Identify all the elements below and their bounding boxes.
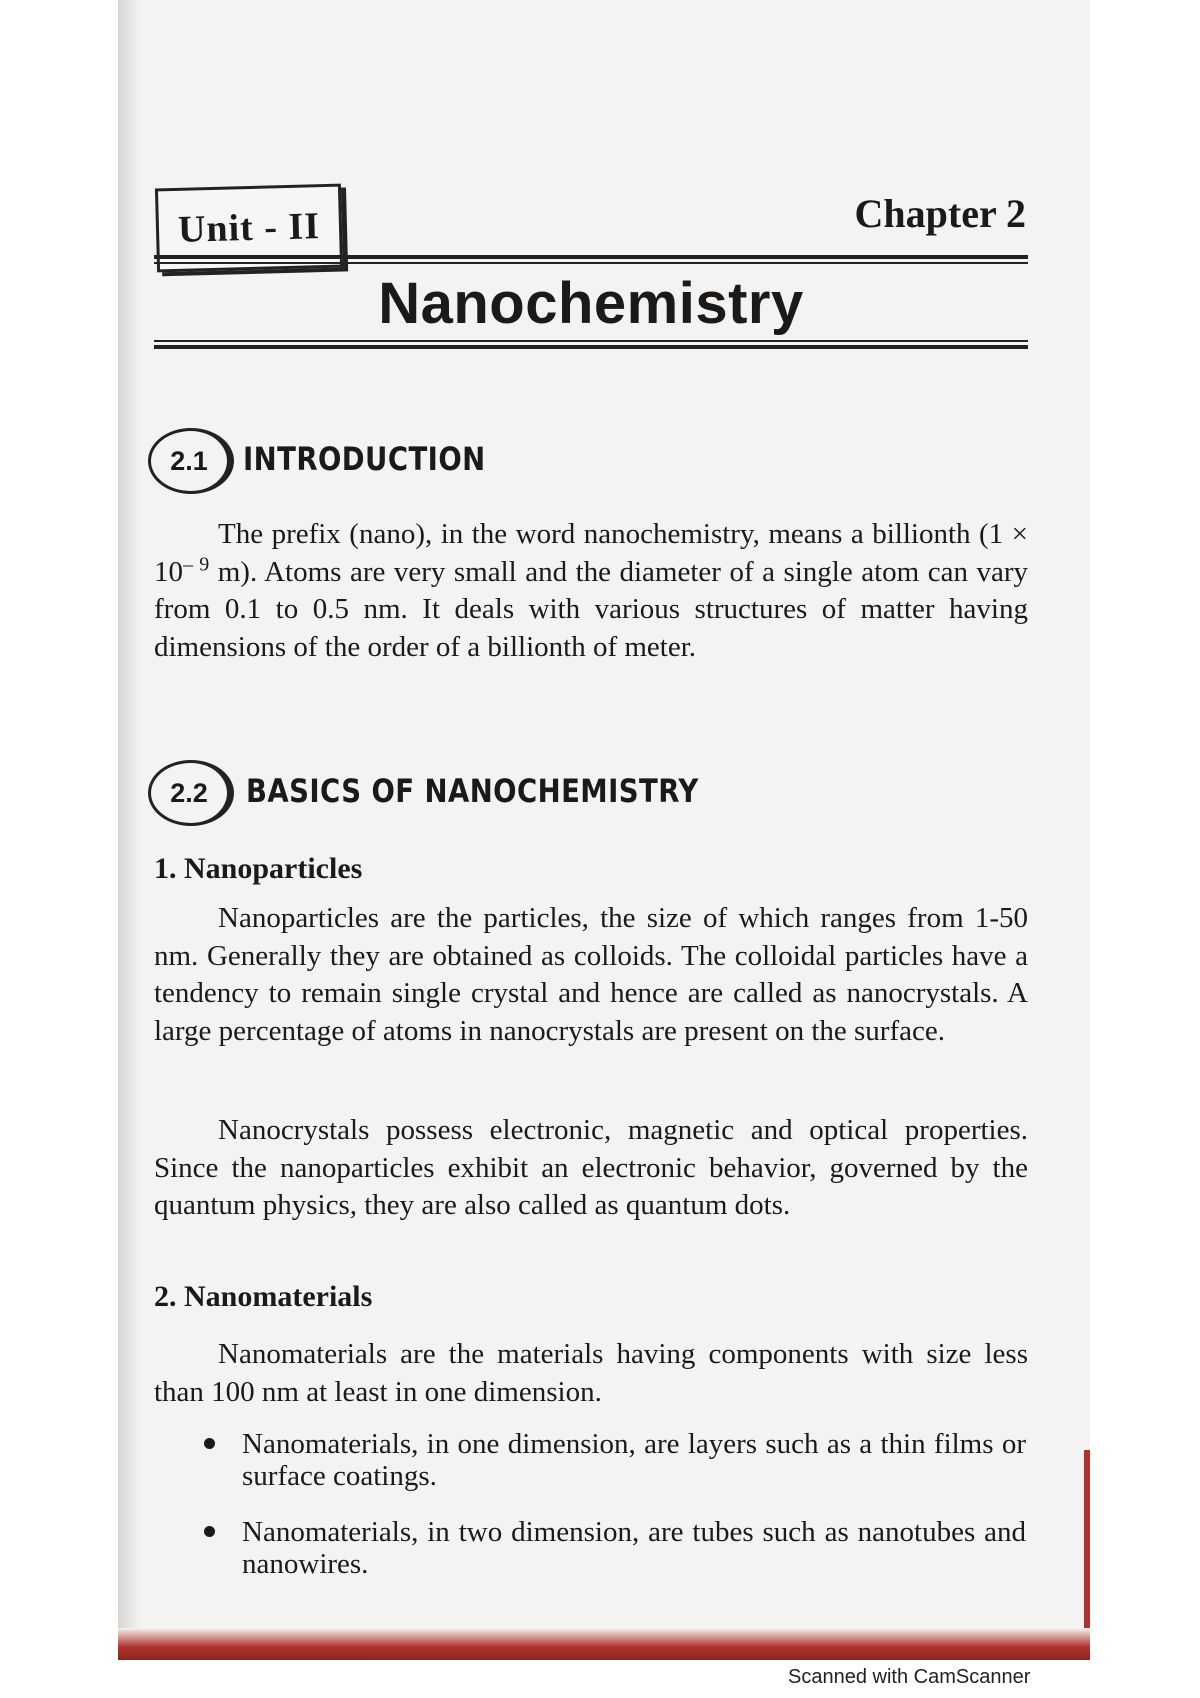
- section-number-badge: [148, 760, 234, 826]
- title-rule-bottom: [154, 345, 1028, 349]
- chapter-title: Nanochemistry: [378, 271, 804, 336]
- section-number-badge: [148, 428, 234, 494]
- title-rule-top-thin: [154, 262, 1028, 264]
- page-spine-shadow: [118, 0, 140, 1660]
- subsection-heading: 1. Nanoparticles: [154, 852, 363, 885]
- section-number: 2.2: [170, 777, 208, 808]
- bullet-text: Nanomaterials, in two dimension, are tubes such as nanotubes and nanowires.: [242, 1516, 1026, 1580]
- intro-text-part2: m). Atoms are very small and the diameter of a single atom can vary from 0.1 to 0.5 nm. It deals with various structures of matter having dimensions of the order of a billionth of meter.: [154, 555, 1028, 663]
- bullet-dot-icon: [204, 1526, 215, 1537]
- book-page: [118, 0, 1090, 1660]
- chapter-label: Chapter 2: [854, 191, 1026, 236]
- bullet-item: [204, 1516, 1026, 1580]
- bullet-item: [204, 1428, 1026, 1492]
- unit-label-box: [155, 184, 343, 273]
- intro-paragraph: [154, 516, 1028, 666]
- nanomaterials-paragraph: Nanomaterials are the materials having components with size less than 100 nm at least in one dimension.: [154, 1338, 1028, 1408]
- intro-text-part1: The prefix (nano), in the word nanochemistry, means a billionth (1 × 10: [154, 518, 1028, 588]
- title-rule-bottom-thin: [154, 340, 1028, 342]
- section-number: 2.1: [170, 445, 208, 476]
- title-rule-top: [154, 255, 1028, 259]
- unit-label: Unit - II: [177, 205, 321, 251]
- intro-exponent: – 9: [183, 552, 210, 575]
- section-title: BASICS OF NANOCHEMISTRY: [246, 772, 699, 810]
- section-title: INTRODUCTION: [243, 440, 486, 478]
- subsection-heading: 2. Nanomaterials: [154, 1280, 373, 1313]
- bullet-text: Nanomaterials, in one dimension, are layers such as a thin films or surface coatings.: [242, 1428, 1026, 1492]
- nanoparticles-paragraph-1: Nanoparticles are the particles, the size of which ranges from 1-50 nm. Generally they are obtained as colloids. The colloidal particles have a tendency to remain single crystal and hence are called as nanocrystals. A large percentage of atoms in nanocrystals are present on the surface.: [154, 902, 1028, 1047]
- bullet-dot-icon: [204, 1438, 215, 1449]
- cover-bottom-edge: [118, 1628, 1090, 1660]
- scanner-watermark: Scanned with CamScanner: [788, 1666, 1031, 1688]
- nanoparticles-paragraph-2: Nanocrystals possess electronic, magnetic and optical properties. Since the nanoparticles exhibit an electronic behavior, governed by the quantum physics, they are also called as quantum dots.: [154, 1114, 1028, 1221]
